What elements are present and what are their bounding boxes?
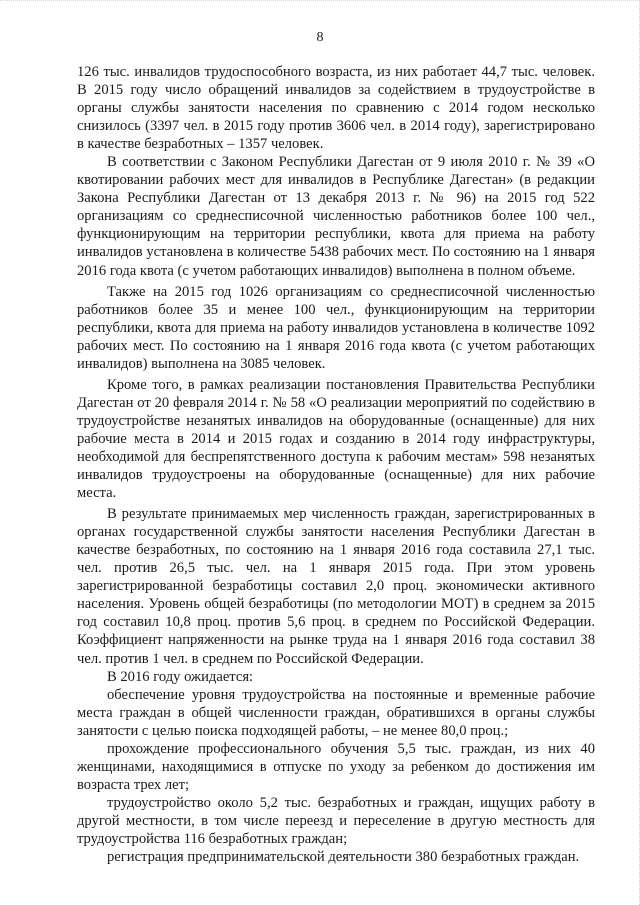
paragraph-disabled-workers: 126 тыс. инвалидов трудоспособного возраста, из них работает 44,7 тыс. человек. В 2015 году число обращений инвалидов за содействием в трудоустройстве в органы службы занятости населения по сравнению с 2014 годом несколько снизилось (3397 чел. в 2015 году против 3606 чел. в 2014 году), зарегистрировано в качестве безработных – 1357 человек. <box>77 64 595 153</box>
paragraph-quota-small-orgs: Также на 2015 год 1026 организациям со среднесписочной численностью работников более 35 и менее 100 чел., функционирующим на территории республики, квота для приема на работу инвалидов установлена в количестве 1092 рабочих мест. По состоянию на 1 января 2016 года квота (с учетом работающих инвалидов) выполнена на 3085 человек. <box>77 283 595 372</box>
page-number: 8 <box>316 30 324 45</box>
paragraph-entrepreneurship: регистрация предпринимательской деятельности 380 безработных граждан. <box>107 849 580 866</box>
paragraph-unemployment-results: В результате принимаемых мер численность граждан, зарегистрированных в органах государственной службы занятости населения Республики Дагестан в качестве безработных, по состоянию на 1 января 2016 года составила 27,1 тыс. чел. против 26,5 тыс. чел. на 1 января 2015 года. При этом уровень зарегистрированной безработицы составил 2,0 проц. экономически активного населения. Уровень общей безработицы (по методологии МОТ) в среднем за 2015 год составил 10,8 проц. против 5,6 проц. в среднем по Российской Федерации. Коэффициент напряженности на рынке труда на 1 января 2016 года составил 38 чел. против 1 чел. в среднем по Российской Федерации. <box>77 506 595 667</box>
paragraph-2016-expected: В 2016 году ожидается: <box>107 668 254 685</box>
scan-edge-top <box>0 0 640 3</box>
paragraph-relocation-employment: трудоустройство около 5,2 тыс. безработных и граждан, ищущих работу в другой местности, в том числе переезд и переселение в другую местность для трудоустройства 116 безработных граждан; <box>77 794 595 847</box>
paragraph-vocational-training: прохождение профессионального обучения 5,5 тыс. граждан, из них 40 женщинами, находящимися в отпуске по уходу за ребенком до достижения им возраста трех лет; <box>77 740 595 793</box>
paragraph-employment-level: обеспечение уровня трудоустройства на постоянные и временные рабочие места граждан в общей численности граждан, обратившихся в органы службы занятости с целью поиска подходящей работы, – не менее 80,0 проц.; <box>77 686 595 739</box>
scan-edge-right <box>633 0 640 905</box>
paragraph-quota-law: В соответствии с Законом Республики Дагестан от 9 июля 2010 г. № 39 «О квотировании рабочих мест для инвалидов в Республике Дагестан» (в редакции Закона Республики Дагестан от 13 декабря 2013 г. № 96) на 2015 год 522 организациям со среднесписочной численностью работников более 100 чел., функционирующим на территории республики, квота для приема на работу инвалидов установлена в количестве 5438 рабочих мест. По состоянию на 1 января 2016 года квота (с учетом работающих инвалидов) выполнена в полном объеме. <box>77 154 595 279</box>
document-body <box>77 63 595 866</box>
paragraph-equipped-workplaces: Кроме того, в рамках реализации постановления Правительства Республики Дагестан от 20 февраля 2014 г. № 58 «О реализации мероприятий по содействию в трудоустройстве незанятых инвалидов на оборудованные (оснащенные) для них рабочие места в 2014 и 2015 годах и созданию в 2014 году инфраструктуры, необходимой для беспрепятственного доступа к рабочим местам» 598 незанятых инвалидов трудоустроены на оборудованные (оснащенные) для них рабочие места. <box>77 376 595 502</box>
